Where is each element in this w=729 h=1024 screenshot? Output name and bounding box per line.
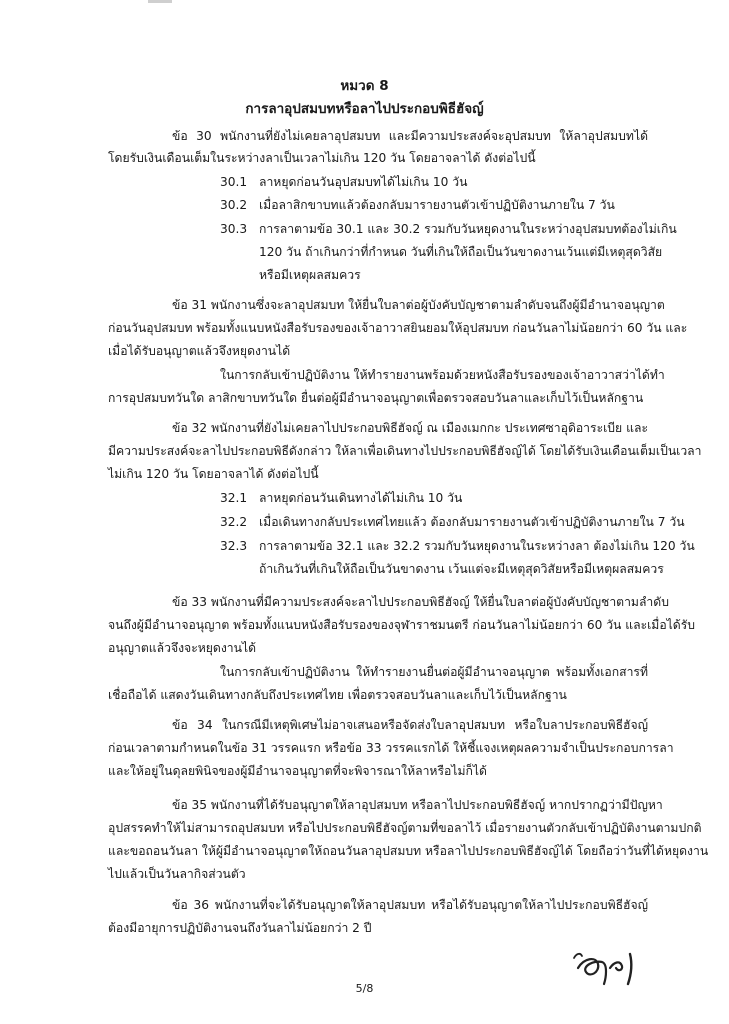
item-30-2-text: เมื่อลาสิกขาบทแล้วต้องกลับมารายงานตัวเข้าปฏิบัติงานภายใน 7 วัน bbox=[259, 198, 615, 212]
clause-31-para-2-line-2: การอุปสมบทวันใด ลาสิกขาบทวันใด ยื่นต่อผู้มีอำนาจอนุญาตเพื่อตรวจสอบวันลาและเก็บไว้เป็นหลักฐาน bbox=[108, 391, 644, 405]
clause-34-line-2: ก่อนเวลาตามกำหนดในข้อ 31 วรรคแรก หรือข้อ 33 วรรคแรกได้ ให้ชี้แจงเหตุผลความจำเป็นประกอบการลา bbox=[108, 741, 674, 755]
item-32-3-line-2: ถ้าเกินวันที่เกินให้ถือเป็นวันขาดงาน เว้นแต่จะมีเหตุสุดวิสัยหรือมีเหตุผลสมควร bbox=[259, 562, 664, 576]
item-32-1-text: ลาหยุดก่อนวันเดินทางได้ไม่เกิน 10 วัน bbox=[259, 491, 463, 505]
clause-33-line-2: จนถึงผู้มีอำนาจอนุญาต พร้อมทั้งแนบหนังสือรับรองของจุฬาราชมนตรี ก่อนวันลาไม่น้อยกว่า 60 วัน และเมื่อได้รับ bbox=[108, 618, 695, 632]
item-32-2-number: 32.2 bbox=[220, 515, 248, 529]
item-30-1-number: 30.1 bbox=[220, 175, 248, 189]
item-30-3-line-3: หรือมีเหตุผลสมควร bbox=[259, 268, 361, 282]
page-number: 5/8 bbox=[355, 982, 374, 995]
clause-33-line-1: ข้อ 33 พนักงานที่มีความประสงค์จะลาไปประกอบพิธีฮัจญ์ ให้ยื่นใบลาต่อผู้บังคับบัญชาตามลำดับ bbox=[172, 595, 669, 609]
item-30-3-line-1: การลาตามข้อ 30.1 และ 30.2 รวมกับวันหยุดงานในระหว่างอุปสมบทต้องไม่เกิน bbox=[259, 222, 677, 236]
clause-32-line-1: ข้อ 32 พนักงานที่ยังไม่เคยลาไปประกอบพิธีฮัจญ์ ณ เมืองเมกกะ ประเทศซาอุดิอาระเบีย และ bbox=[172, 421, 648, 435]
clause-34-line-3: และให้อยู่ในดุลยพินิจของผู้มีอำนาจอนุญาตที่จะพิจารณาให้ลาหรือไม่ก็ได้ bbox=[108, 764, 487, 778]
clause-33-para-2-line-1: ในการกลับเข้าปฏิบัติงาน ให้ทำรายงานยื่นต่อผู้มีอำนาจอนุญาต พร้อมทั้งเอกสารที่ bbox=[220, 665, 648, 679]
scan-artifact bbox=[148, 0, 172, 3]
clause-35-line-4: ไปแล้วเป็นวันลากิจส่วนตัว bbox=[108, 867, 246, 881]
item-32-1-number: 32.1 bbox=[220, 491, 248, 505]
item-32-2-text: เมื่อเดินทางกลับประเทศไทยแล้ว ต้องกลับมารายงานตัวเข้าปฏิบัติงานภายใน 7 วัน bbox=[259, 515, 685, 529]
clause-32-line-3: ไม่เกิน 120 วัน โดยอาจลาได้ ดังต่อไปนี้ bbox=[108, 467, 319, 481]
clause-31-line-3: เมื่อได้รับอนุญาตแล้วจึงหยุดงานได้ bbox=[108, 344, 291, 358]
clause-33-line-3: อนุญาตแล้วจึงจะหยุดงานได้ bbox=[108, 641, 256, 655]
chapter-title: การลาอุปสมบทหรือลาไปประกอบพิธีฮัจญ์ bbox=[245, 101, 484, 117]
clause-33-para-2-line-2: เชื่อถือได้ แสดงวันเดินทางกลับถึงประเทศไทย เพื่อตรวจสอบวันลาและเก็บไว้เป็นหลักฐาน bbox=[108, 688, 567, 702]
clause-31-line-2: ก่อนวันอุปสมบท พร้อมทั้งแนบหนังสือรับรองของเจ้าอาวาสยินยอมให้อุปสมบท ก่อนวันลาไม่น้อยกว่า 60 วัน และ bbox=[108, 321, 688, 335]
clause-32-line-2: มีความประสงค์จะลาไปประกอบพิธีดังกล่าว ให้ลาเพื่อเดินทางไปประกอบพิธีฮัจญ์ได้ โดยได้รับเงินเดือนเต็มเป็นเวลา bbox=[108, 444, 702, 458]
item-30-3-number: 30.3 bbox=[220, 222, 248, 236]
clause-30-line-1: ข้อ 30 พนักงานที่ยังไม่เคยลาอุปสมบท และมีความประสงค์จะอุปสมบท ให้ลาอุปสมบทได้ bbox=[172, 129, 648, 143]
clause-30-line-2: โดยรับเงินเดือนเต็มในระหว่างลาเป็นเวลาไม่เกิน 120 วัน โดยอาจลาได้ ดังต่อไปนี้ bbox=[108, 151, 536, 165]
clause-31-para-2-line-1: ในการกลับเข้าปฏิบัติงาน ให้ทำรายงานพร้อมด้วยหนังสือรับรองของเจ้าอาวาสว่าได้ทำ bbox=[220, 368, 665, 382]
item-32-3-line-1: การลาตามข้อ 32.1 และ 32.2 รวมกับวันหยุดงานในระหว่างลา ต้องไม่เกิน 120 วัน bbox=[259, 539, 695, 553]
chapter-heading: หมวด 8 bbox=[340, 78, 389, 94]
clause-35-line-3: และขอถอนวันลา ให้ผู้มีอำนาจอนุญาตให้ถอนวันลาอุปสมบท หรือลาไปประกอบพิธีฮัจญ์ได้ โดยถือว่าวันที่ได้หยุดงาน bbox=[108, 844, 709, 858]
item-30-2-number: 30.2 bbox=[220, 198, 248, 212]
item-32-3-number: 32.3 bbox=[220, 539, 248, 553]
clause-35-line-1: ข้อ 35 พนักงานที่ได้รับอนุญาตให้ลาอุปสมบท หรือลาไปประกอบพิธีฮัจญ์ หากปรากฏว่ามีปัญหา bbox=[172, 798, 663, 812]
item-30-3-line-2: 120 วัน ถ้าเกินกว่าที่กำหนด วันที่เกินให้ถือเป็นวันขาดงานเว้นแต่มีเหตุสุดวิสัย bbox=[259, 245, 663, 259]
clause-34-line-1: ข้อ 34 ในกรณีมีเหตุพิเศษไม่อาจเสนอหรือจัดส่งใบลาอุปสมบท หรือใบลาประกอบพิธีฮัจญ์ bbox=[172, 718, 648, 732]
clause-35-line-2: อุปสรรคทำให้ไม่สามารถอุปสมบท หรือไปประกอบพิธีฮัจญ์ตามที่ขอลาไว้ เมื่อรายงานตัวกลับเข้าปฏิบัติงานตามปกติ bbox=[108, 821, 702, 835]
clause-36-line-1: ข้อ 36 พนักงานที่จะได้รับอนุญาตให้ลาอุปสมบท หรือได้รับอนุญาตให้ลาไปประกอบพิธีฮัจญ์ bbox=[172, 898, 648, 912]
item-30-1-text: ลาหยุดก่อนวันอุปสมบทได้ไม่เกิน 10 วัน bbox=[259, 175, 468, 189]
clause-31-line-1: ข้อ 31 พนักงานซึ่งจะลาอุปสมบท ให้ยื่นใบลาต่อผู้บังคับบัญชาตามลำดับจนถึงผู้มีอำนาจอนุญาต bbox=[172, 298, 665, 312]
clause-36-line-2: ต้องมีอายุการปฏิบัติงานจนถึงวันลาไม่น้อยกว่า 2 ปี bbox=[108, 921, 372, 935]
